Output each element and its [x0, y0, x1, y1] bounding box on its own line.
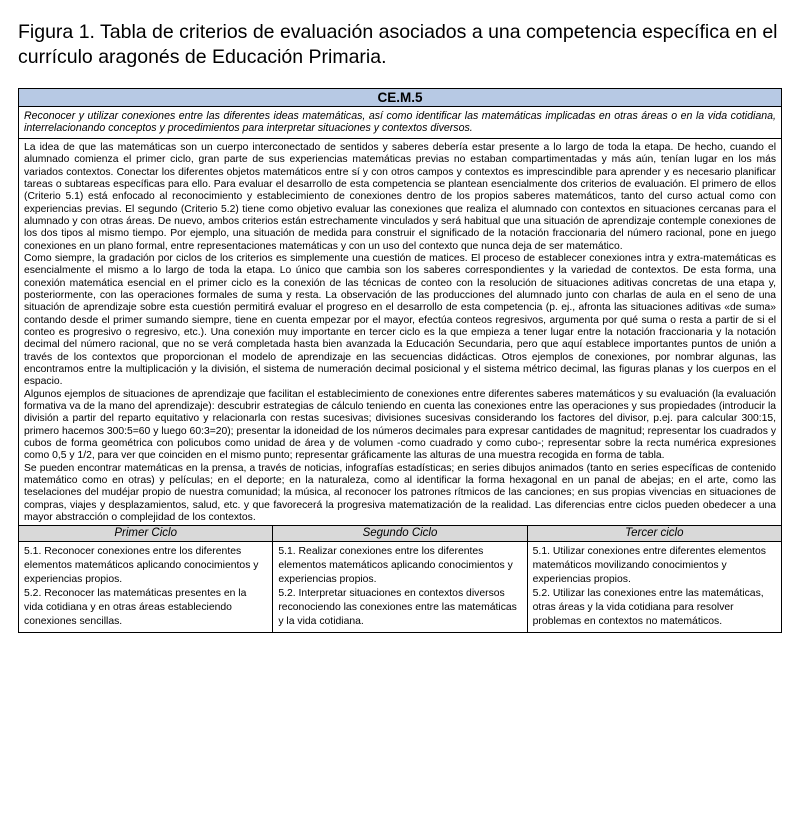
cycle-column-third [527, 542, 781, 632]
criterion-5-2: 5.2. Reconocer las matemáticas presentes en la vida cotidiana y en otras áreas estableciendo conexiones sencillas. [24, 588, 247, 628]
explanation-paragraph: La idea de que las matemáticas son un cuerpo interconectado de sentidos y saberes debería estar presente a lo largo de toda la etapa. De hecho, cuando el alumnado comienza el primer ciclo, gran parte de sus experiencias matemáticas previas no estaban compartimentadas y más aún, tenían lugar en los más variados contextos. Conectar los diferentes objetos matemáticos entre sí y con otros campos y contextos es imprescindible para aprender y es necesario planificar tareas o subtareas específicas para ello. Para evaluar el desarrollo de esta competencia se plantean esencialmente dos criterios de evaluación. El primero de ellos (Criterio 5.1) está enfocado al reconocimiento y establecimiento de conexiones dentro de los propios saberes matemáticos, tanto del curso actual como con experiencias previas. El segundo (Criterio 5.2) tiene como objetivo evaluar las conexiones que realiza el alumnado con contextos en situaciones cercanas para el alumnado y con otras áreas. De nuevo, ambos criterios están estrechamente vinculados y será habitual que una situación de aprendizaje contemple conexiones de los dos tipos al mismo tiempo. Por ejemplo, una situación de medida para construir el significado de la notación fraccionaria del número racional, pone en juego conexiones en un plano formal, entre representaciones matemáticas y con un uso del contexto que nunca deja de ser matemático. [24, 141, 776, 252]
criterion-5-2: 5.2. Utilizar las conexiones entre las matemáticas, otras áreas y la vida cotidiana para resolver problemas en contextos no matemáticos. [532, 588, 764, 628]
cycle-header-first: Primer Ciclo [114, 527, 177, 540]
criteria-table [18, 88, 782, 633]
criterion-5-2: 5.2. Interpretar situaciones en contextos diversos reconociendo las conexiones entre las matemáticas y la vida cotidiana. [278, 588, 517, 628]
explanation-paragraph: Se pueden encontrar matemáticas en la prensa, a través de noticias, infografías estadísticas; en series dibujos animados (tanto en series específicas de contenido matemático como en otras) y películas; en el deporte; en la naturaleza, como al identificar la forma hexagonal en un panal de abejas; en el arte, como las teselaciones del mudéjar propio de nuestra comunidad; la música, al reconocer los patrones rítmicos de las canciones; en sus propias vivencias en situaciones de compras, viajes y desplazamientos, salud, etc. y que favorecerá la progresiva matematización de la realidad. Las diferencias entre ciclos pueden obedecer a una mayor abstracción o complejidad de los contextos. [24, 462, 776, 524]
criterion-5-1: 5.1. Utilizar conexiones entre diferentes elementos matemáticos movilizando conocimientos y experiencias propios. [532, 546, 766, 586]
cycles-criteria-row [19, 542, 781, 632]
criterion-5-1: 5.1. Realizar conexiones entre los diferentes elementos matemáticos aplicando conocimientos y experiencias propios. [278, 546, 513, 586]
competence-description: Reconocer y utilizar conexiones entre las diferentes ideas matemáticas, así como identificar las matemáticas implicadas en otras áreas o en la vida cotidiana, interrelacionando conceptos y procedimientos para interpretar situaciones y contextos diversos. [19, 107, 781, 139]
explanation-paragraph: Algunos ejemplos de situaciones de aprendizaje que facilitan el establecimiento de conexiones entre diferentes saberes matemáticos y su evaluación (la evaluación formativa va de la mano del aprendizaje): descubrir estrategias de cálculo teniendo en cuenta las conexiones entre las operaciones y sus propiedades (introducir la división a partir del reparto equitativo y relacionarla con restas sucesivas; divisiones sucesivas considerando los factores del divisor, p.ej. para calcular 300:15, primero hacemos 300:5=60 y luego 60:3=20); presentar la idoneidad de los números decimales para expresar cantidades de magnitud; representar los cuadrados y cubos de forma geométrica con policubos como unidad de área y de volumen -como cuadrado y como cubo-; representar sobre la recta numérica expresiones como 0,5 y 1/2, para ver que coinciden en el mismo punto; representar gráficamente las alturas de una muestra recogida en forma de tabla. [24, 388, 776, 462]
criterion-5-1: 5.1. Reconocer conexiones entre los diferentes elementos matemáticos aplicando conocimientos y experiencias propios. [24, 546, 259, 586]
competence-code: CE.M.5 [19, 89, 781, 107]
cycle-column-first [19, 542, 272, 632]
cycle-header-second: Segundo Ciclo [272, 526, 526, 541]
competence-explanation [19, 139, 781, 527]
cycles-header-row [19, 526, 781, 542]
figure-caption: Figura 1. Tabla de criterios de evaluación asociados a una competencia específica en el currículo aragonés de Educación Primaria. [18, 21, 778, 68]
cycle-column-second [272, 542, 526, 632]
explanation-paragraph: Como siempre, la gradación por ciclos de los criterios es simplemente una cuestión de matices. El proceso de establecer conexiones intra y extra-matemáticas es esencialmente el mismo a lo largo de toda la etapa. Lo único que cambia son los saberes correspondientes y la variedad de contextos. De esta forma, una conexión matemática esencial en el primer ciclo es la conexión de las técnicas de conteo con la resolución de situaciones aditivas concretas de una etapa y, posteriormente, con las operaciones formales de suma y resta. La observación de las producciones del alumnado junto con charlas de aula en el seno de una situación de aprendizaje sobre esta cuestión permitirá evaluar el progreso en el desarrollo de esta competencia (p. ej., afronta las situaciones aditivas «de suma» contando desde el primer sumando siempre, tiene en cuenta empezar por el mayor, efectúa conteos regresivos, argumenta por qué suma o resta a partir de si el conteo es progresivo o regresivo, etc.). Una conexión muy importante en tercer ciclo es la que empieza a tener lugar entre la notación fraccionaria y la notación decimal del número racional, que no se verá completada hasta bien avanzada la Educación Secundaria, pero que aquí establece importantes puntos de unión a través de los contextos que proporcionan el modelo de aprendizaje en las secuencias didácticas. Otros ejemplos de conexiones, por nombrar algunas, las encontramos entre la multiplicación y la división, el sistema de numeración decimal posicional y el sistema métrico decimal, las figuras planas y los cuerpos en el espacio. [24, 252, 776, 388]
cycle-header-third: Tercer ciclo [527, 526, 781, 541]
